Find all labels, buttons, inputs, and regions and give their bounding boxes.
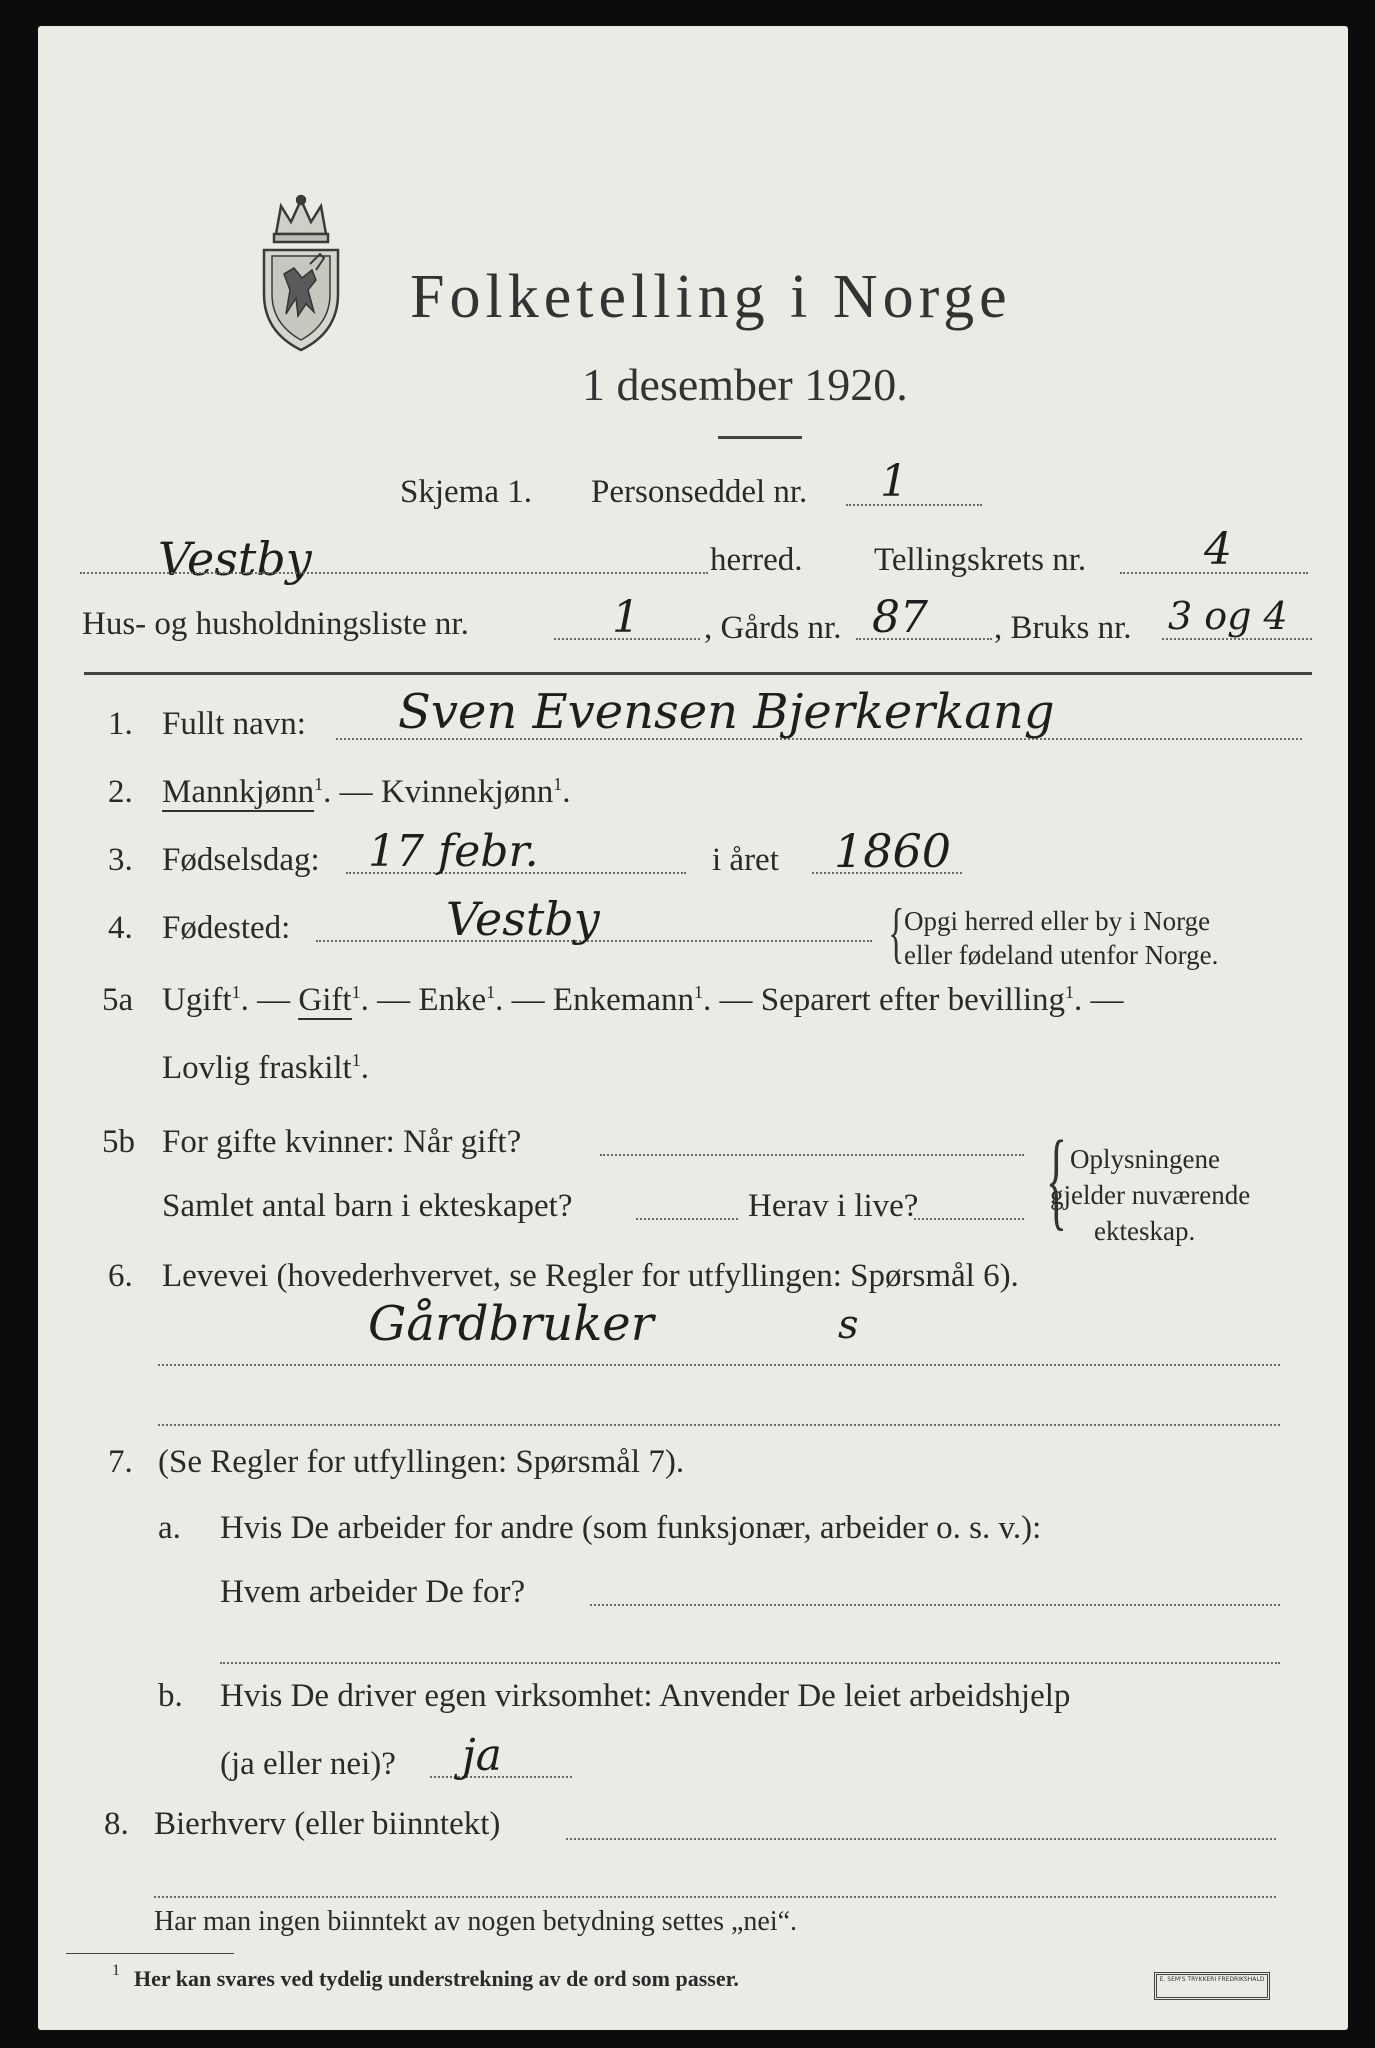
q5a-options — [162, 982, 1123, 1019]
q8-number: 8. — [104, 1806, 129, 1842]
separator: . — — [240, 982, 299, 1018]
option-fraskilt[interactable]: Lovlig fraskilt — [162, 1050, 352, 1086]
footnote-ref: 1 — [351, 982, 361, 1002]
birthplace-note-line2: eller fødeland utenfor Norge. — [904, 940, 1219, 970]
footnote-ref: 1 — [553, 774, 563, 794]
husliste-label: Hus- og husholdningsliste nr. — [82, 606, 469, 642]
q4-label: Fødested: — [162, 910, 291, 946]
q5b-note2: gjelder nuværende — [1050, 1180, 1251, 1210]
employer-line-1 — [590, 1604, 1280, 1606]
children-alive-line — [914, 1218, 1024, 1220]
q7-number: 7. — [108, 1444, 133, 1480]
q7a-text: Hvis De arbeider for andre (som funksjonær, arbeider o. s. v.): — [220, 1510, 1042, 1546]
q5b-married-when: For gifte kvinner: Når gift? — [162, 1124, 522, 1160]
separator: . — — [1073, 982, 1124, 1018]
full-name-value[interactable]: Sven Evensen Bjerkerkang — [398, 684, 1055, 740]
q3-number: 3. — [108, 842, 133, 878]
bruks-value[interactable]: 3 og 4 — [1168, 594, 1288, 638]
header-divider — [84, 672, 1312, 675]
separator: . — — [703, 982, 761, 1018]
q5b-number: 5b — [102, 1124, 135, 1160]
q7b-number: b. — [158, 1678, 183, 1714]
census-date: 1 desember 1920. — [582, 359, 908, 410]
herred-label: herred. — [710, 542, 803, 578]
note-brace: { — [888, 894, 905, 970]
footnote-divider — [66, 1953, 234, 1954]
herred-line — [80, 572, 708, 574]
secondary-income-line-1 — [566, 1838, 1276, 1840]
occupation-line-1 — [158, 1364, 1280, 1366]
no-income-note: Har man ingen biinntekt av nogen betydning settes „nei“. — [154, 1906, 798, 1937]
q5b-children-alive: Herav i live? — [748, 1188, 919, 1224]
personseddel-value[interactable]: 1 — [880, 456, 908, 507]
q3-label: Fødselsdag: — [162, 842, 320, 878]
footnote-ref: 1 — [1064, 982, 1074, 1002]
q7-label: (Se Regler for utfyllingen: Spørsmål 7). — [158, 1444, 685, 1480]
q5a-number: 5a — [102, 982, 134, 1018]
census-form-page — [38, 26, 1348, 2030]
separator: . — — [323, 774, 381, 810]
birthplace-note-line1: Opgi herred eller by i Norge — [904, 906, 1211, 936]
husliste-value[interactable]: 1 — [612, 592, 640, 643]
q7b-text: Hvis De driver egen virksomhet: Anvender De leiet arbeidshjelp — [220, 1678, 1071, 1714]
gards-label: , Gårds nr. — [704, 610, 842, 646]
tellingskrets-value[interactable]: 4 — [1204, 524, 1232, 575]
q5a-options-line2 — [162, 1050, 369, 1087]
q1-label: Fullt navn: — [162, 706, 306, 742]
q7a-question: Hvem arbeider De for? — [220, 1574, 526, 1610]
period: . — [360, 1050, 369, 1086]
option-enkemann[interactable]: Enkemann — [552, 982, 695, 1018]
tellingskrets-label: Tellingskrets nr. — [874, 542, 1087, 578]
year-label: i året — [712, 842, 779, 878]
norwegian-coat-of-arms-icon — [246, 194, 356, 354]
option-enke[interactable]: Enke — [418, 982, 487, 1018]
occupation-value[interactable]: Gårdbruker — [368, 1296, 654, 1352]
skjema-label: Skjema 1. — [400, 474, 532, 510]
hired-help-value[interactable]: ja — [462, 1730, 502, 1781]
employer-line-2 — [220, 1662, 1280, 1664]
option-female[interactable]: Kvinnekjønn — [380, 774, 554, 810]
separator: . — — [360, 982, 419, 1018]
q5b-children-total: Samlet antal barn i ekteskapet? — [162, 1188, 573, 1224]
q2-number: 2. — [108, 774, 133, 810]
secondary-income-line-2 — [154, 1896, 1276, 1898]
bruks-line — [1162, 638, 1312, 640]
q1-number: 1. — [108, 706, 133, 742]
option-separert[interactable]: Separert efter bevilling — [760, 982, 1065, 1018]
q4-number: 4. — [108, 910, 133, 946]
herred-value[interactable]: Vestby — [158, 532, 312, 586]
footnote-ref: 1 — [314, 774, 324, 794]
q8-label: Bierhverv (eller biinntekt) — [154, 1806, 501, 1842]
footnote-ref: 1 — [486, 982, 496, 1002]
period: . — [562, 774, 571, 810]
occupation-mark: s — [838, 1302, 859, 1348]
birthplace-value[interactable]: Vestby — [446, 892, 600, 946]
option-gift[interactable]: Gift — [298, 982, 352, 1018]
married-when-line — [600, 1154, 1024, 1156]
footnote-text: Her kan svares ved tydelig understrekning av de ord som passer. — [134, 1966, 739, 1991]
birthday-value[interactable]: 17 febr. — [368, 826, 539, 877]
q6-number: 6. — [108, 1258, 133, 1294]
footnote-ref: 1 — [351, 1050, 361, 1070]
q6-label: Levevei (hovederhvervet, se Regler for utfyllingen: Spørsmål 6). — [162, 1258, 1019, 1294]
q7a-number: a. — [158, 1510, 181, 1546]
children-total-line — [636, 1218, 738, 1220]
q7b-question: (ja eller nei)? — [220, 1746, 396, 1782]
printer-stamp: E. SEM'S TRYKKERI FREDRIKSHALD — [1154, 1972, 1270, 2000]
birth-year-value[interactable]: 1860 — [834, 824, 952, 878]
form-title: Folketelling i Norge — [410, 263, 1012, 331]
q2-options — [162, 774, 571, 811]
bruks-label: , Bruks nr. — [994, 610, 1132, 646]
q5b-note3: ekteskap. — [1094, 1216, 1196, 1246]
gards-value[interactable]: 87 — [872, 592, 928, 643]
footnote-ref: 1 — [694, 982, 704, 1002]
personseddel-line — [846, 504, 982, 506]
separator: . — — [495, 982, 553, 1018]
occupation-line-2 — [158, 1424, 1280, 1426]
option-male[interactable]: Mannkjønn — [162, 774, 315, 810]
option-ugift[interactable]: Ugift — [162, 982, 232, 1018]
note-brace: { — [1045, 1118, 1067, 1240]
footnote-ref: 1 — [231, 982, 241, 1002]
personseddel-label: Personseddel nr. — [591, 474, 808, 510]
title-divider — [718, 436, 802, 439]
q5b-note1: Oplysningene — [1070, 1144, 1220, 1174]
footnote-mark: 1 — [112, 1962, 120, 1979]
